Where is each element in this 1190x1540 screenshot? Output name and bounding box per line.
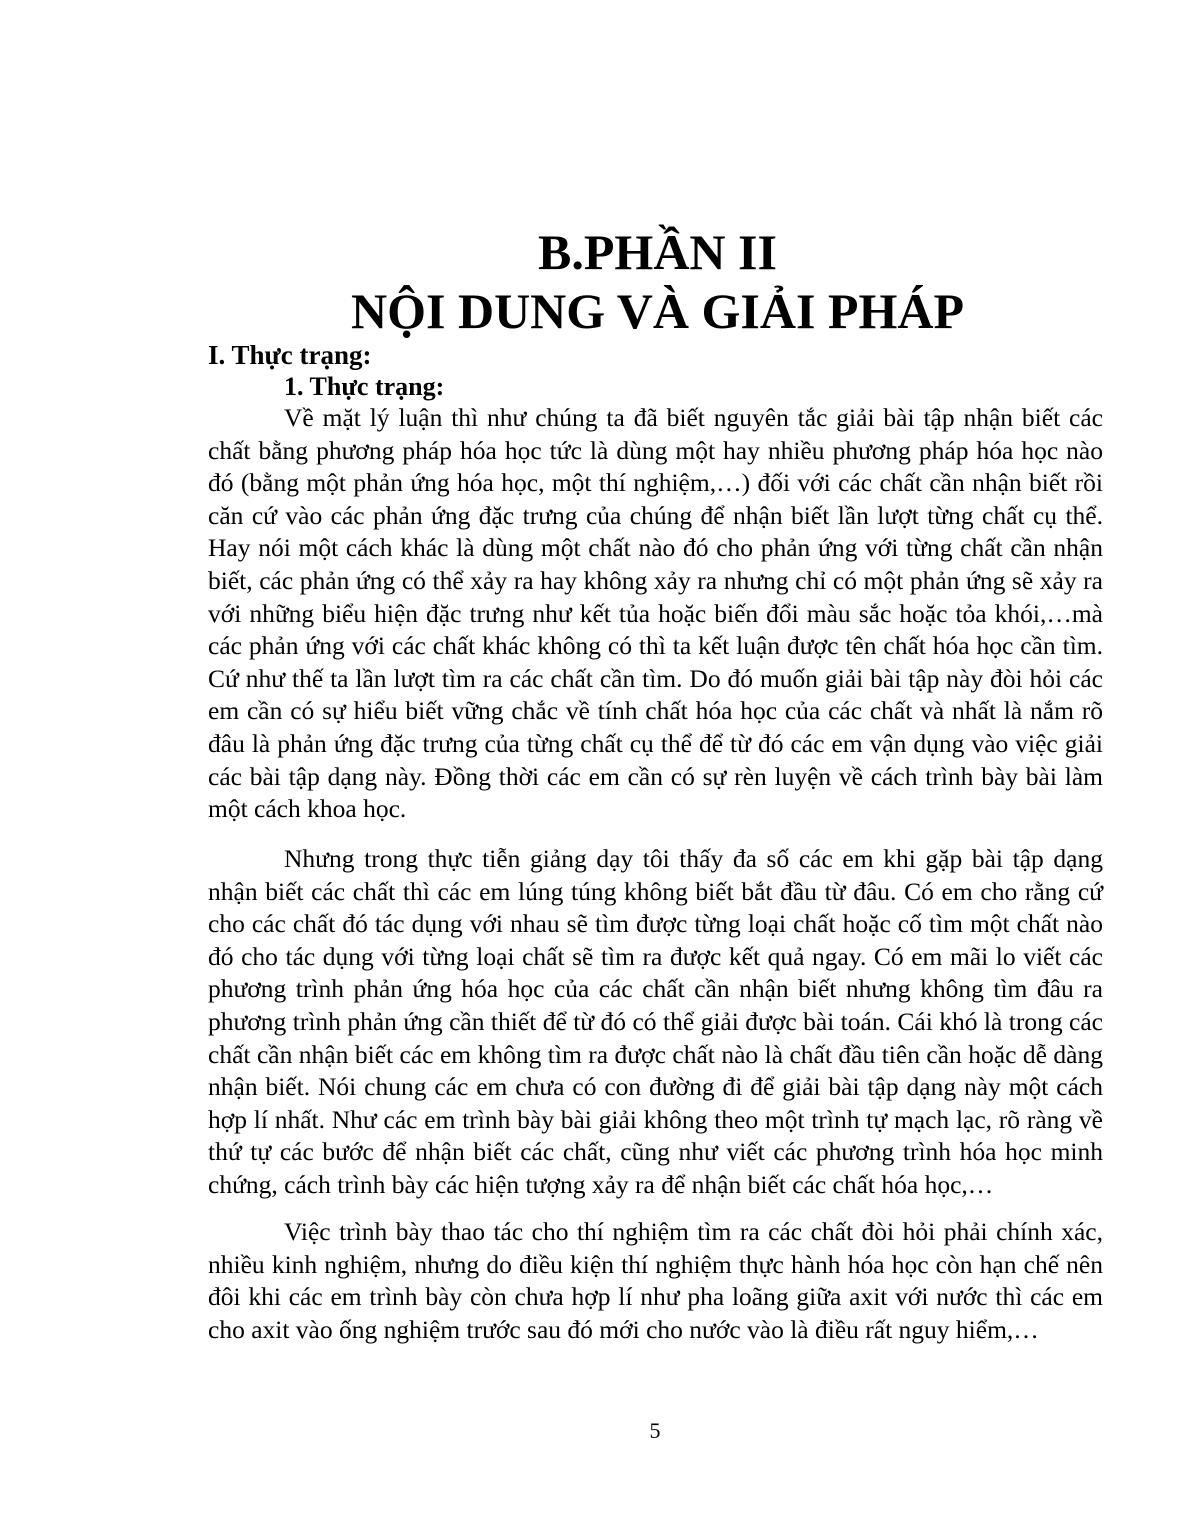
chapter-title: NỘI DUNG VÀ GIẢI PHÁP	[351, 283, 964, 339]
paragraph-2: Nhưng trong thực tiễn giảng dạy tôi thấy đa số các em khi gặp bài tập dạng nhận biết các chất thì các em lúng túng không biết bắt đầu từ đâu. Có em cho rằng cứ cho các chất đó tác dụng với nhau sẽ tìm được từng loại chất hoặc cố tìm một chất nào đó cho tác dụng với từng loại chất sẽ tìm ra được kết quả ngay. Có em mãi lo viết các phương trình phản ứng hóa học của các chất cần nhận biết nhưng không tìm đâu ra phương trình phản ứng cần thiết để từ đó có thể giải được bài toán. Cái khó là trong các chất cần nhận biết các em không tìm ra được chất nào là chất đầu tiên cần hoặc dễ dàng nhận biết. Nói chung các em chưa có con đường đi để giải bài tập dạng này một cách hợp lí nhất. Như các em trình bày bài giải không theo một trình tự mạch lạc, rõ ràng về thứ tự các bước để nhận biết các chất, cũng như viết các phương trình hóa học minh chứng, cách trình bày các hiện tượng xảy ra để nhận biết các chất hóa học,…	[208, 844, 1103, 1199]
paragraph-1: Về mặt lý luận thì như chúng ta đã biết nguyên tắc giải bài tập nhận biết các chất bằng phương pháp hóa học tức là dùng một hay nhiều phương pháp hóa học nào đó (bằng một phản ứng hóa học, một thí nghiệm,…) đối với các chất cần nhận biết rồi căn cứ vào các phản ứng đặc trưng của chúng để nhận biết lần lượt từng chất cụ thể. Hay nói một cách khác là dùng một chất nào đó cho phản ứng với từng chất cần nhận biết, các phản ứng có thể xảy ra hay không xảy ra nhưng chỉ có một phản ứng sẽ xảy ra với những biểu hiện đặc trưng như kết tủa hoặc biến đổi màu sắc hoặc tỏa khói,…mà các phản ứng với các chất khác không có thì ta kết luận được tên chất hóa học cần tìm. Cứ như thế ta lần lượt tìm ra các chất cần tìm. Do đó muốn giải bài tập này đòi hỏi các em cần có sự hiểu biết vững chắc về tính chất hóa học của các chất và nhất là nắm rõ đâu là phản ứng đặc trưng của từng chất cụ thể để từ đó các em vận dụng vào việc giải các bài tập dạng này. Đồng thời các em cần có sự rèn luyện về cách trình bày bài làm một cách khoa học.	[208, 403, 1103, 824]
part-title: B.PHẦN II	[538, 224, 777, 280]
section-heading: I. Thực trạng:	[208, 340, 372, 370]
paragraph-3: Việc trình bày thao tác cho thí nghiệm tìm ra các chất đòi hỏi phải chính xác, nhiều kinh nghiệm, nhưng do điều kiện thí nghiệm thực hành hóa học còn hạn chế nên đôi khi các em trình bày còn chưa hợp lí như pha loãng giữa axit với nước thì các em cho axit vào ống nghiệm trước sau đó mới cho nước vào là điều rất nguy hiểm,…	[208, 1217, 1103, 1344]
subsection-heading: 1. Thực trạng:	[284, 372, 445, 401]
page-number: 5	[649, 1418, 661, 1443]
